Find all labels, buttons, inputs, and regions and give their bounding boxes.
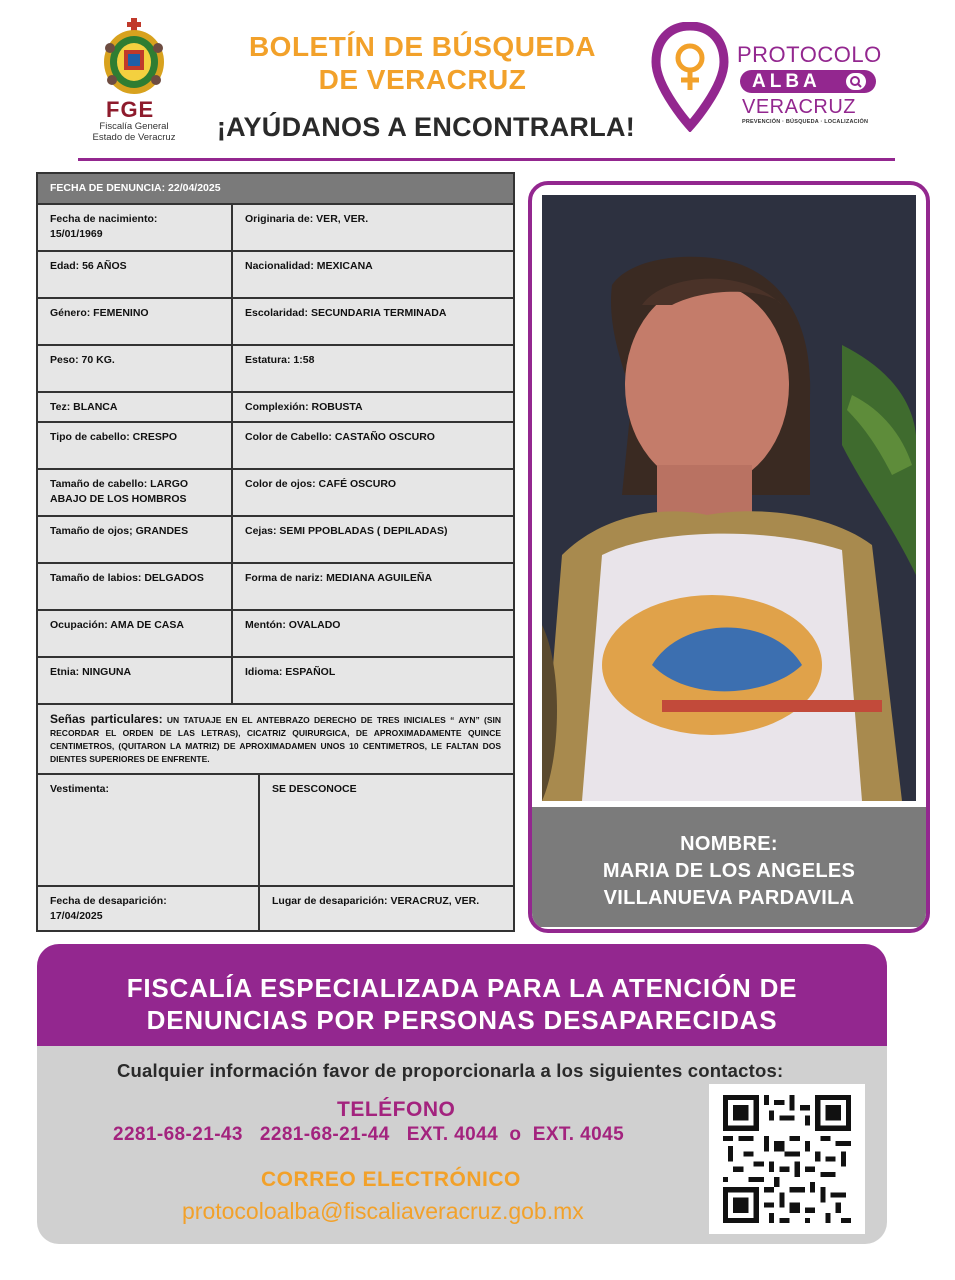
eyebrows-cell: Cejas: SEMI PPOBLADAS ( DEPILADAS) <box>245 525 448 537</box>
distinguishing-marks-label: Señas particulares: <box>50 712 163 726</box>
education-cell: Escolaridad: SECUNDARIA TERMINADA <box>245 307 447 319</box>
age-cell: Edad: 56 AÑOS <box>38 252 233 297</box>
gender-cell: Género: FEMENINO <box>38 299 233 344</box>
birth-date-cell: Fecha de nacimiento: 15/01/1969 <box>38 205 233 250</box>
table-row <box>38 344 513 391</box>
table-row <box>38 609 513 656</box>
weight-cell: Peso: 70 KG. <box>38 346 233 391</box>
table-row <box>38 885 513 930</box>
lip-size-cell: Tamaño de labios: DELGADOS <box>38 564 233 609</box>
table-row <box>38 203 513 250</box>
missing-person-photo <box>542 195 916 801</box>
person-name-box <box>532 807 926 927</box>
build-cell: Complexión: ROBUSTA <box>245 401 363 413</box>
origin-cell: Originaria de: VER, VER. <box>245 213 369 225</box>
person-name-line2: VILLANUEVA PARDAVILA <box>603 887 855 909</box>
portrait-illustration <box>542 195 916 801</box>
hair-length-cell: Tamaño de cabello: LARGO ABAJO DE LOS HOMBROS <box>38 470 233 515</box>
search-icon <box>846 73 866 90</box>
protocolo-alba-pin-icon <box>650 22 730 132</box>
qr-code-icon <box>723 1094 851 1224</box>
header-divider <box>78 158 895 161</box>
state-seal-icon <box>98 18 170 96</box>
help-find-her-heading: ¡AYÚDANOS A ENCONTRARLA! <box>216 112 636 142</box>
table-row <box>38 391 513 421</box>
agency-name: Fiscalía General Estado de Veracruz <box>92 121 176 143</box>
bulletin-title: BOLETÍN DE BÚSQUEDA DE VERACRUZ <box>248 31 597 95</box>
eye-size-cell: Tamaño de ojos; GRANDES <box>38 517 233 562</box>
description-table <box>36 172 515 932</box>
hair-type-cell: Tipo de cabello: CRESPO <box>38 423 233 468</box>
table-row <box>38 656 513 703</box>
hair-color-cell: Color de Cabello: CASTAÑO OSCURO <box>245 431 435 443</box>
table-row <box>38 250 513 297</box>
distinguishing-marks-text: UN TATUAJE EN EL ANTEBRAZO DERECHO DE TRES INICIALES “ AYN” (SIN RECORDAR EL ORDEN DE LAS LETRAS), CICATRIZ QUIRURGICA, DE APROXIMADAMENTE QUINCE CENTIMETROS, (QUITARON LA MATRIZ) DE APROXIMADAMEN UNOS 10 CENTIMETROS, LE FALTAN DOS DIENTES SUPERIORES DE ENFRENTE. <box>50 715 502 764</box>
language-cell: Idioma: ESPAÑOL <box>245 666 336 678</box>
alba-tagline: PREVENCIÓN · BÚSQUEDA · LOCALIZACIÓN <box>742 119 869 125</box>
eye-color-cell: Color de ojos: CAFÉ OSCURO <box>245 478 397 490</box>
nationality-cell: Nacionalidad: MEXICANA <box>245 260 373 272</box>
prosecutor-office-banner <box>37 944 887 1046</box>
table-row <box>38 297 513 344</box>
prosecutor-office-line2: DENUNCIAS POR PERSONAS DESAPARECIDAS <box>146 1005 778 1035</box>
photo-panel <box>528 181 930 933</box>
phone-label: TELÉFONO <box>337 1098 456 1121</box>
chin-cell: Mentón: OVALADO <box>245 619 341 631</box>
table-row <box>38 421 513 468</box>
report-date: FECHA DE DENUNCIA: 22/04/2025 <box>38 174 513 203</box>
clothing-label-cell: Vestimenta: <box>38 775 260 885</box>
alba-region: VERACRUZ <box>742 96 857 118</box>
distinguishing-marks <box>38 703 513 773</box>
person-name-line1: MARIA DE LOS ANGELES <box>602 860 856 882</box>
email-label: CORREO ELECTRÓNICO <box>261 1168 521 1191</box>
phone-numbers[interactable]: 2281-68-21-43 2281-68-21-44 EXT. 4044 o EXT. 4045 <box>113 1124 625 1145</box>
table-row <box>38 515 513 562</box>
table-row <box>38 562 513 609</box>
ethnicity-cell: Etnia: NINGUNA <box>38 658 233 703</box>
nose-shape-cell: Forma de nariz: MEDIANA AGUILEÑA <box>245 572 433 584</box>
occupation-cell: Ocupación: AMA DE CASA <box>38 611 233 656</box>
clothing-value-cell: SE DESCONOCE <box>272 783 357 795</box>
disappearance-date-cell: Fecha de desaparición: 17/04/2025 <box>38 887 260 930</box>
prosecutor-office-line1: FISCALÍA ESPECIALIZADA PARA LA ATENCIÓN DE <box>126 973 798 1003</box>
alba-word: ALBA <box>752 71 821 92</box>
email-address[interactable]: protocoloalba@fiscaliaveracruz.gob.mx <box>182 1198 584 1224</box>
table-row <box>38 468 513 515</box>
qr-code[interactable] <box>709 1084 865 1234</box>
disappearance-place-cell: Lugar de desaparición: VERACRUZ, VER. <box>272 895 480 907</box>
contact-intro: Cualquier información favor de proporcionarla a los siguientes contactos: <box>117 1060 784 1081</box>
height-cell: Estatura: 1:58 <box>245 354 315 366</box>
contact-panel <box>37 1046 887 1244</box>
agency-abbreviation: FGE <box>106 97 155 122</box>
name-label: NOMBRE: <box>680 833 778 855</box>
alba-protocolo-text: PROTOCOLO <box>737 42 882 67</box>
table-row <box>38 773 513 885</box>
skin-tone-cell: Tez: BLANCA <box>38 393 233 421</box>
